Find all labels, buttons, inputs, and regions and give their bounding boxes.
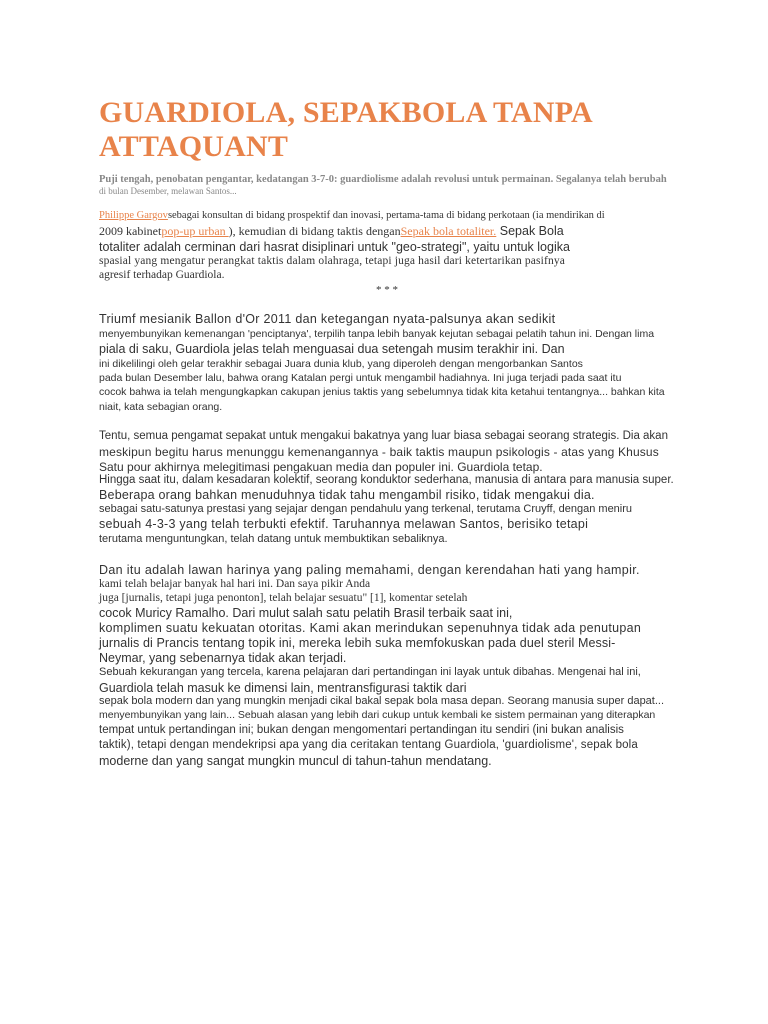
para1-line: menyembunyikan kemenangan 'penciptanya', terpilih tanpa lebih banyak kejutan sebagai pelatih tahun ini. Dengan lima — [99, 328, 655, 340]
para3-line: Guardiola telah masuk ke dimensi lain, mentransfigurasi taktik dari — [99, 681, 467, 695]
para1-line: piala di saku, Guardiola jelas telah menguasai dua setengah musim terakhir ini. Dan — [99, 342, 565, 356]
intro-line: spasial yang mengatur perangkat taktis dalam olahraga, tetapi juga hasil dari ketertarikan pasifnya — [99, 255, 566, 267]
para2-line: Beberapa orang bahkan menuduhnya tidak tahu mengambil risiko, tidak mengakui dia. — [99, 488, 595, 502]
para1-line: niait, kata sebagian orang. — [99, 401, 223, 413]
para1-line: ini dikelilingi oleh gelar terakhir sebagai Juara dunia klub, yang diperoleh dengan mengorbankan Santos — [99, 358, 583, 370]
para3-line: Dan itu adalah lawan harinya yang paling memahami, dengan kerendahan hati yang hampir. — [99, 563, 640, 577]
para2-line: Hingga saat itu, dalam kesadaran kolektif, seorang konduktor sederhana, manusia di antara para manusia super. — [99, 474, 674, 486]
para1-line: Triumf mesianik Ballon d'Or 2011 dan ketegangan nyata-palsunya akan sedikit — [99, 312, 556, 326]
para3-line: komplimen suatu kekuatan otoritas. Kami akan merindukan sepenuhnya tidak ada penutupan — [99, 621, 642, 635]
para2-line: sebagai satu-satunya prestasi yang sejajar dengan pendahulu yang terkenal, terutama Cruyff, dengan meniru — [99, 503, 633, 515]
para3-line: menyembunyikan yang lain... Sebuah alasan yang lebih dari cukup untuk kembali ke sistem permainan yang diterapkan — [99, 709, 656, 721]
para3-line: Sebuah kekurangan yang tercela, karena pelajaran dari pertandingan ini layak untuk dibahas. Mengenai hal ini, — [99, 666, 641, 678]
para2-line: sebuah 4-3-3 yang telah terbukti efektif. Taruhannya melawan Santos, berisiko tetapi — [99, 517, 589, 531]
intro-line: agresif terhadap Guardiola. — [99, 269, 225, 281]
para3-line: juga [jurnalis, tetapi juga penonton], telah belajar sesuatu" [1], komentar setelah — [99, 592, 468, 604]
para2-line: Satu pour akhirnya melegitimasi pengakuan media dan populer ini. Guardiola tetap. — [99, 460, 543, 474]
para3-line: cocok Muricy Ramalho. Dari mulut salah satu pelatih Brasil terbaik saat ini, — [99, 606, 513, 620]
article-subtitle — [99, 173, 719, 197]
intro-text: Sepak Bola — [496, 224, 564, 238]
para2-line: terutama menguntungkan, telah datang untuk membuktikan sebaliknya. — [99, 533, 448, 545]
popup-urban-link[interactable]: pop-up urban — [161, 224, 229, 238]
para2-line: Tentu, semua pengamat sepakat untuk mengakui bakatnya yang luar biasa sebagai seorang strategis. Dia akan — [99, 430, 668, 442]
section-separator: * * * — [376, 284, 398, 296]
intro-text: sebagai konsultan di bidang prospektif dan inovasi, pertama-tama di bidang perkotaan (ia mendirikan di — [167, 210, 605, 221]
para1-line: cocok bahwa ia telah mengungkapkan cakupan jenius taktis yang sebelumnya tidak kita ketahui tentangnya... bahkan kita — [99, 386, 665, 398]
intro-line — [99, 224, 564, 239]
author-link[interactable]: Philippe Gargov — [99, 210, 168, 221]
totaliter-link[interactable]: Sepak bola totaliter. — [400, 224, 497, 238]
subtitle-line: Puji tengah, penobatan pengantar, kedatangan 3-7-0: guardiolisme adalah revolusi untuk permainan. Segalanya telah berubah — [99, 174, 667, 185]
para3-line: moderne dan yang sangat mungkin muncul di tahun-tahun mendatang. — [99, 754, 492, 768]
para2-line: meskipun begitu harus menunggu kemenangannya - baik taktis maupun psikologis - atas yang Khusus — [99, 445, 659, 459]
para3-line: kami telah belajar banyak hal hari ini. Dan saya pikir Anda — [99, 578, 371, 590]
para3-line: sepak bola modern dan yang mungkin menjadi cikal bakal sepak bola masa depan. Seorang manusia super dapat... — [99, 695, 665, 707]
intro-line: totaliter adalah cerminan dari hasrat disiplinari untuk "geo-strategi", yaitu untuk logika — [99, 240, 570, 254]
para3-line: tempat untuk pertandingan ini; bukan dengan mengomentari pertandingan itu sendiri (ini bukan analisis — [99, 724, 624, 736]
para1-line: pada bulan Desember lalu, bahwa orang Katalan pergi untuk mengambil hadiahnya. Ini juga terjadi pada saat itu — [99, 372, 622, 384]
intro-text: ), kemudian di bidang taktis dengan — [228, 224, 401, 238]
intro-line — [99, 210, 605, 221]
article-title: GUARDIOLA, SEPAKBOLA TANPA ATTAQUANT — [99, 96, 592, 163]
subtitle-line: di bulan Desember, melawan Santos... — [99, 186, 237, 196]
intro-text: 2009 kabinet — [99, 224, 162, 238]
para3-line: taktik), tetapi dengan mendekripsi apa yang dia ceritakan tentang Guardiola, 'guardiolisme', sepak bola — [99, 739, 638, 751]
para3-line: Neymar, yang sebenarnya tidak akan terjadi. — [99, 651, 347, 665]
para3-line: jurnalis di Prancis tentang topik ini, mereka lebih suka memfokuskan pada duel steril Messi- — [99, 636, 616, 650]
